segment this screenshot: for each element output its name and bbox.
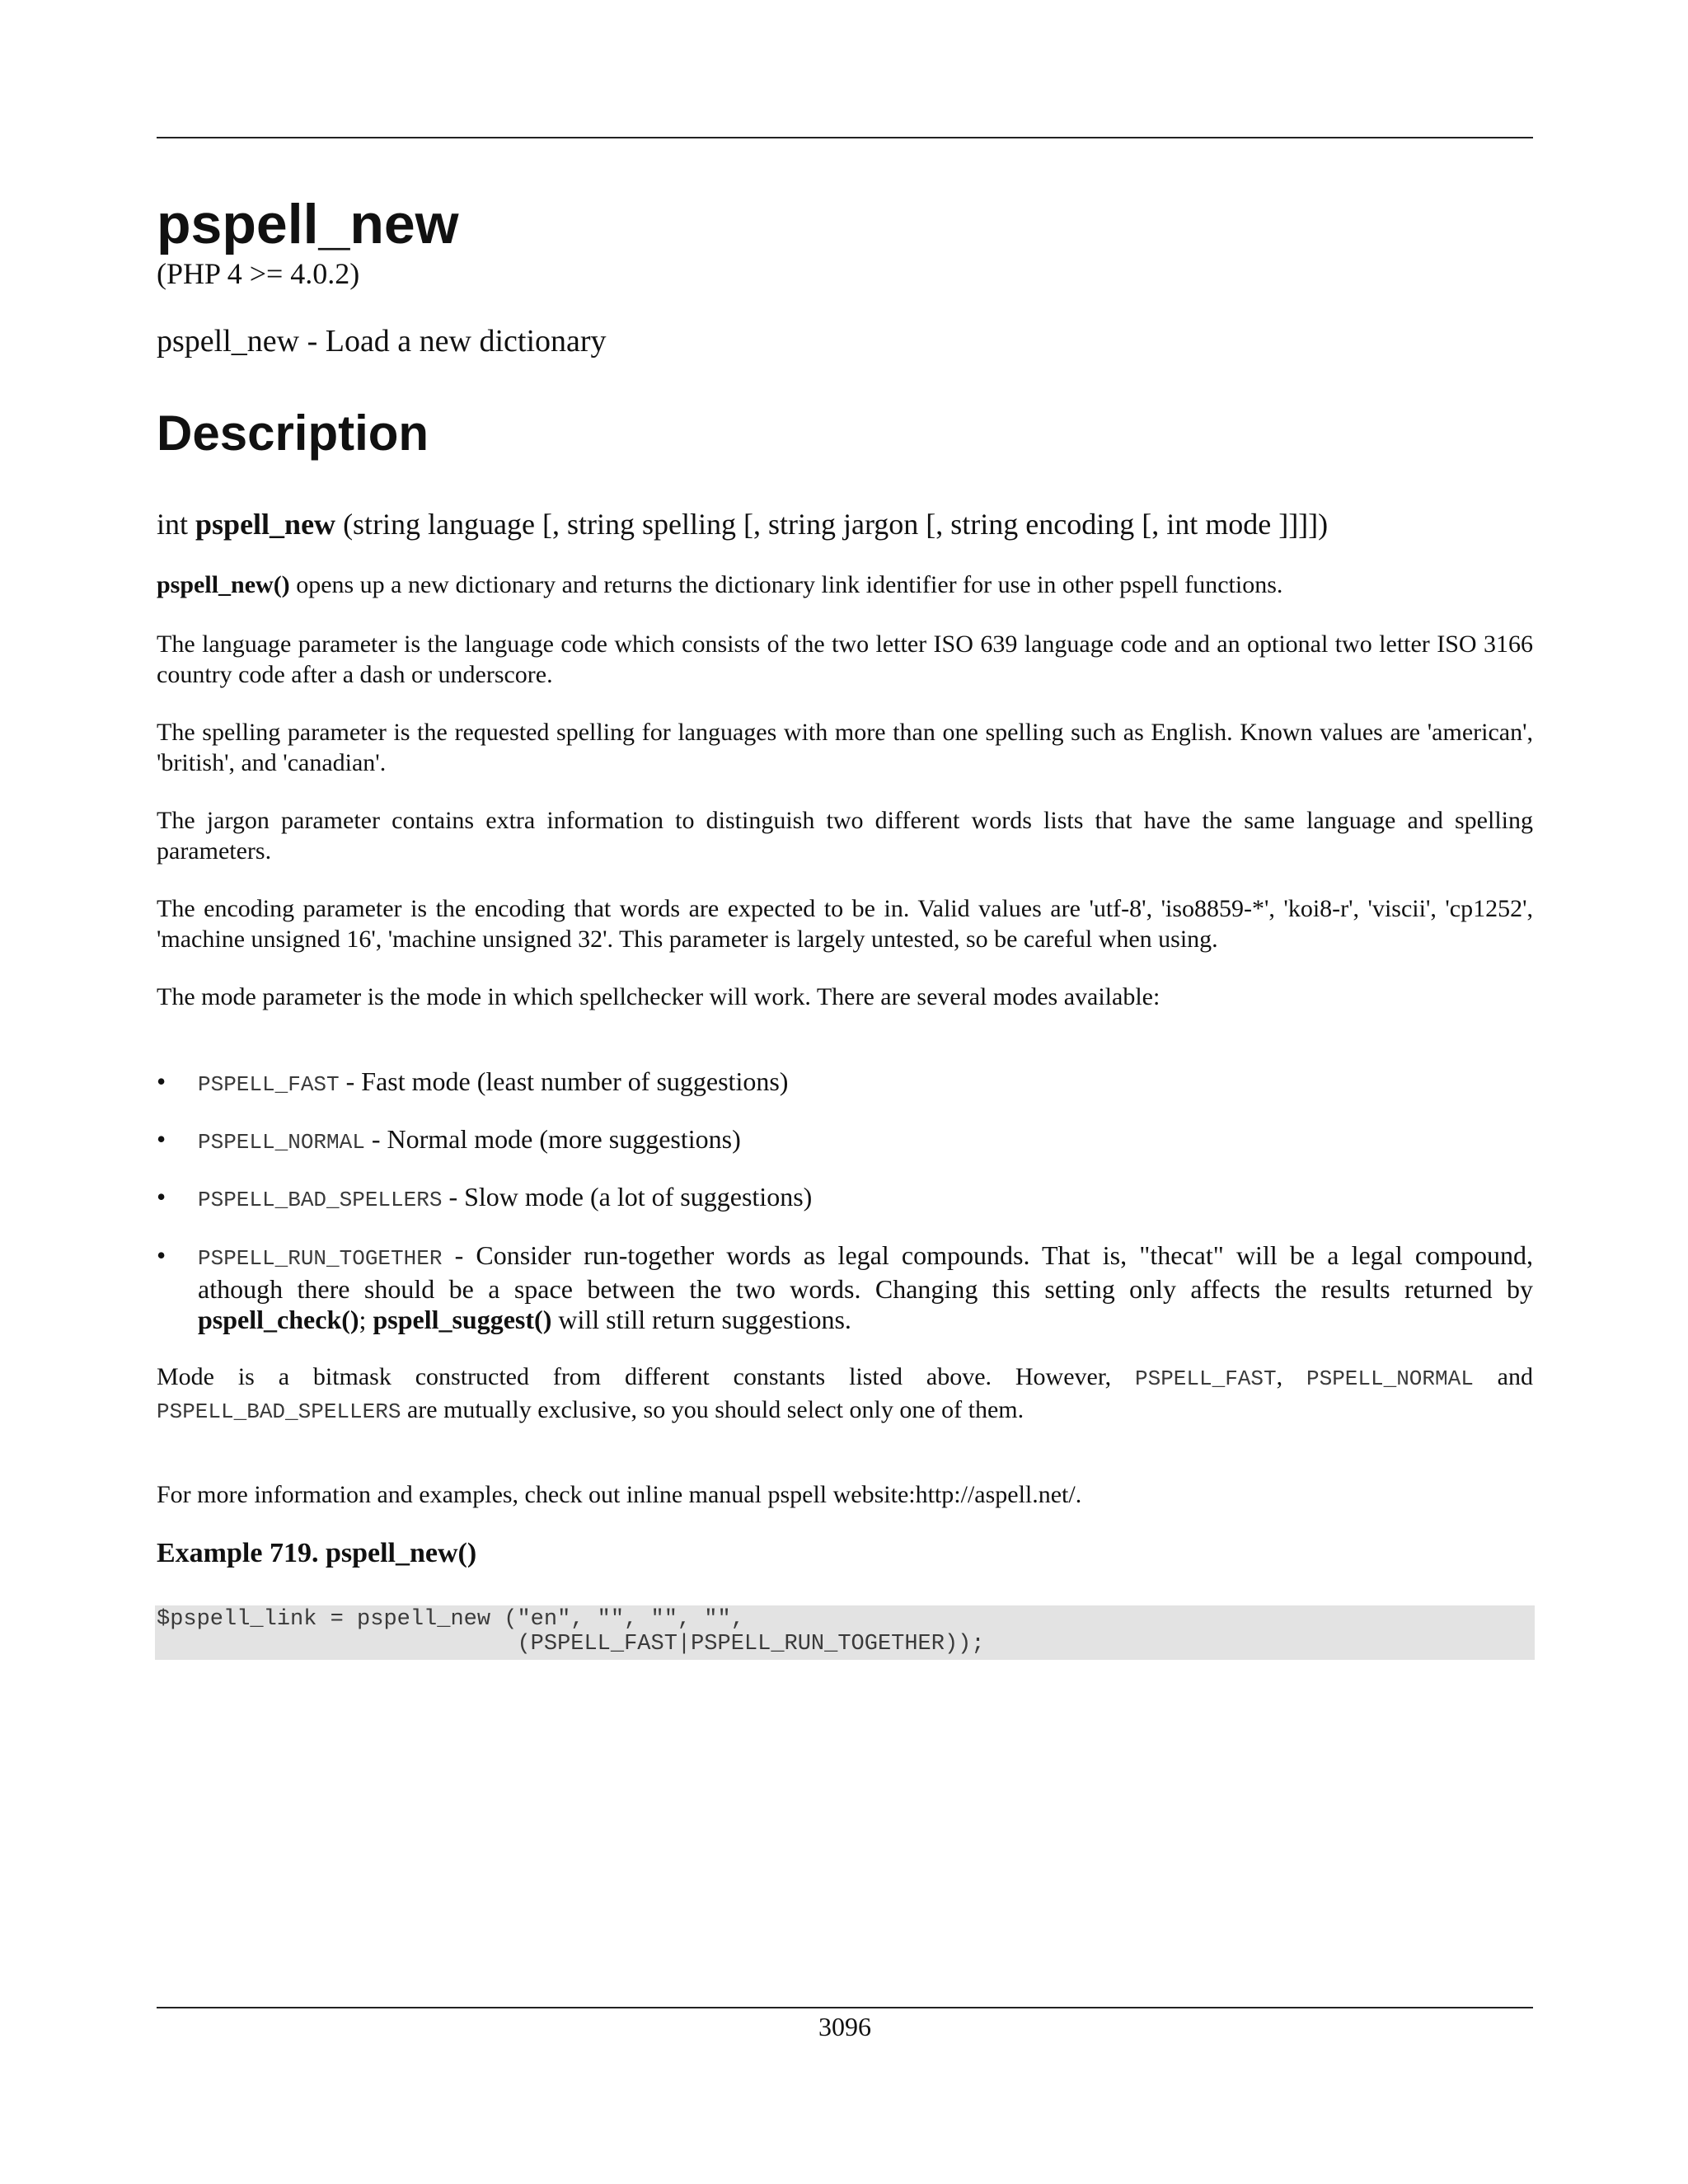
mode-tail-text: will still return suggestions. bbox=[551, 1305, 851, 1334]
mode-description: - Fast mode (least number of suggestions) bbox=[339, 1066, 789, 1096]
constant-normal: PSPELL_NORMAL bbox=[1306, 1366, 1474, 1391]
more-info-paragraph: For more information and examples, check out inline manual pspell website:http://aspell.net/. bbox=[157, 1481, 1082, 1508]
manual-page bbox=[157, 0, 1533, 2184]
language-param-paragraph: The language parameter is the language code which consists of the two letter ISO 639 language code and an optional two letter ISO 3166 country code after a dash or underscore. bbox=[157, 630, 1533, 688]
bullet-icon: • bbox=[157, 1182, 166, 1212]
code-example: $pspell_link = pspell_new ("en", "", "", "", (PSPELL_FAST|PSPELL_RUN_TOGETHER)); bbox=[155, 1605, 1535, 1660]
function-purpose: pspell_new - Load a new dictionary bbox=[157, 324, 607, 359]
mode-constant: PSPELL_BAD_SPELLERS bbox=[198, 1188, 443, 1212]
bitmask-text: Mode is a bitmask constructed from different constants listed above. However, bbox=[157, 1363, 1135, 1390]
list-item-text bbox=[198, 1182, 1533, 1216]
check-function-name: pspell_check() bbox=[198, 1305, 359, 1334]
mode-constant: PSPELL_FAST bbox=[198, 1072, 340, 1097]
encoding-param-paragraph: The encoding parameter is the encoding that words are expected to be in. Valid values are 'utf-8', 'iso8859-*', 'koi8-r', 'viscii', 'cp1252', 'machine unsigned 16', 'machine unsigned 32'. This parameter is largely untested, so be careful when using. bbox=[157, 895, 1533, 953]
bitmask-separator: , bbox=[1276, 1363, 1306, 1390]
description-heading: Description bbox=[157, 405, 429, 461]
list-item-text bbox=[198, 1124, 1533, 1158]
list-item-text bbox=[198, 1066, 1533, 1100]
page-title: pspell_new bbox=[157, 193, 459, 255]
synopsis-function-name: pspell_new bbox=[195, 508, 336, 541]
intro-text: opens up a new dictionary and returns the dictionary link identifier for use in other pspell functions. bbox=[289, 571, 1283, 598]
bitmask-tail: are mutually exclusive, so you should select only one of them. bbox=[401, 1396, 1025, 1423]
list-item-text bbox=[198, 1240, 1533, 1335]
function-synopsis bbox=[157, 505, 1328, 543]
suggest-function-name: pspell_suggest() bbox=[373, 1305, 552, 1334]
constant-bad-spellers: PSPELL_BAD_SPELLERS bbox=[157, 1399, 401, 1424]
separator-text: ; bbox=[359, 1305, 373, 1334]
bullet-icon: • bbox=[157, 1066, 166, 1096]
constant-fast: PSPELL_FAST bbox=[1134, 1366, 1277, 1391]
bitmask-paragraph bbox=[157, 1361, 1533, 1427]
intro-paragraph bbox=[157, 569, 1533, 600]
page-number: 3096 bbox=[818, 2012, 871, 2041]
bullet-icon: • bbox=[157, 1124, 166, 1154]
synopsis-return-type: int bbox=[157, 508, 196, 541]
example-title: Example 719. pspell_new() bbox=[157, 1538, 477, 1568]
mode-param-paragraph: The mode parameter is the mode in which spellchecker will work. There are several modes available: bbox=[157, 983, 1160, 1010]
mode-constant: PSPELL_NORMAL bbox=[198, 1130, 365, 1155]
bullet-icon: • bbox=[157, 1240, 166, 1270]
intro-function-name: pspell_new() bbox=[157, 571, 290, 598]
bitmask-and: and bbox=[1473, 1363, 1533, 1390]
mode-description: - Consider run-together words as legal compounds. That is, "thecat" will be a legal compound, athough there should be a space between the two words. Changing this setting only affects the results returned by bbox=[198, 1240, 1533, 1304]
mode-constant: PSPELL_RUN_TOGETHER bbox=[198, 1246, 443, 1271]
synopsis-params: (string language [, string spelling [, string jargon [, string encoding [, int mode ]]]]) bbox=[335, 508, 1329, 541]
version-info: (PHP 4 >= 4.0.2) bbox=[157, 257, 360, 290]
mode-description: - Normal mode (more suggestions) bbox=[364, 1124, 741, 1154]
top-rule bbox=[157, 137, 1533, 138]
spelling-param-paragraph: The spelling parameter is the requested spelling for languages with more than one spelling such as English. Known values are 'american', 'british', and 'canadian'. bbox=[157, 719, 1533, 776]
jargon-param-paragraph: The jargon parameter contains extra information to distinguish two different words lists that have the same language and spelling parameters. bbox=[157, 807, 1533, 865]
mode-description: - Slow mode (a lot of suggestions) bbox=[442, 1182, 813, 1212]
